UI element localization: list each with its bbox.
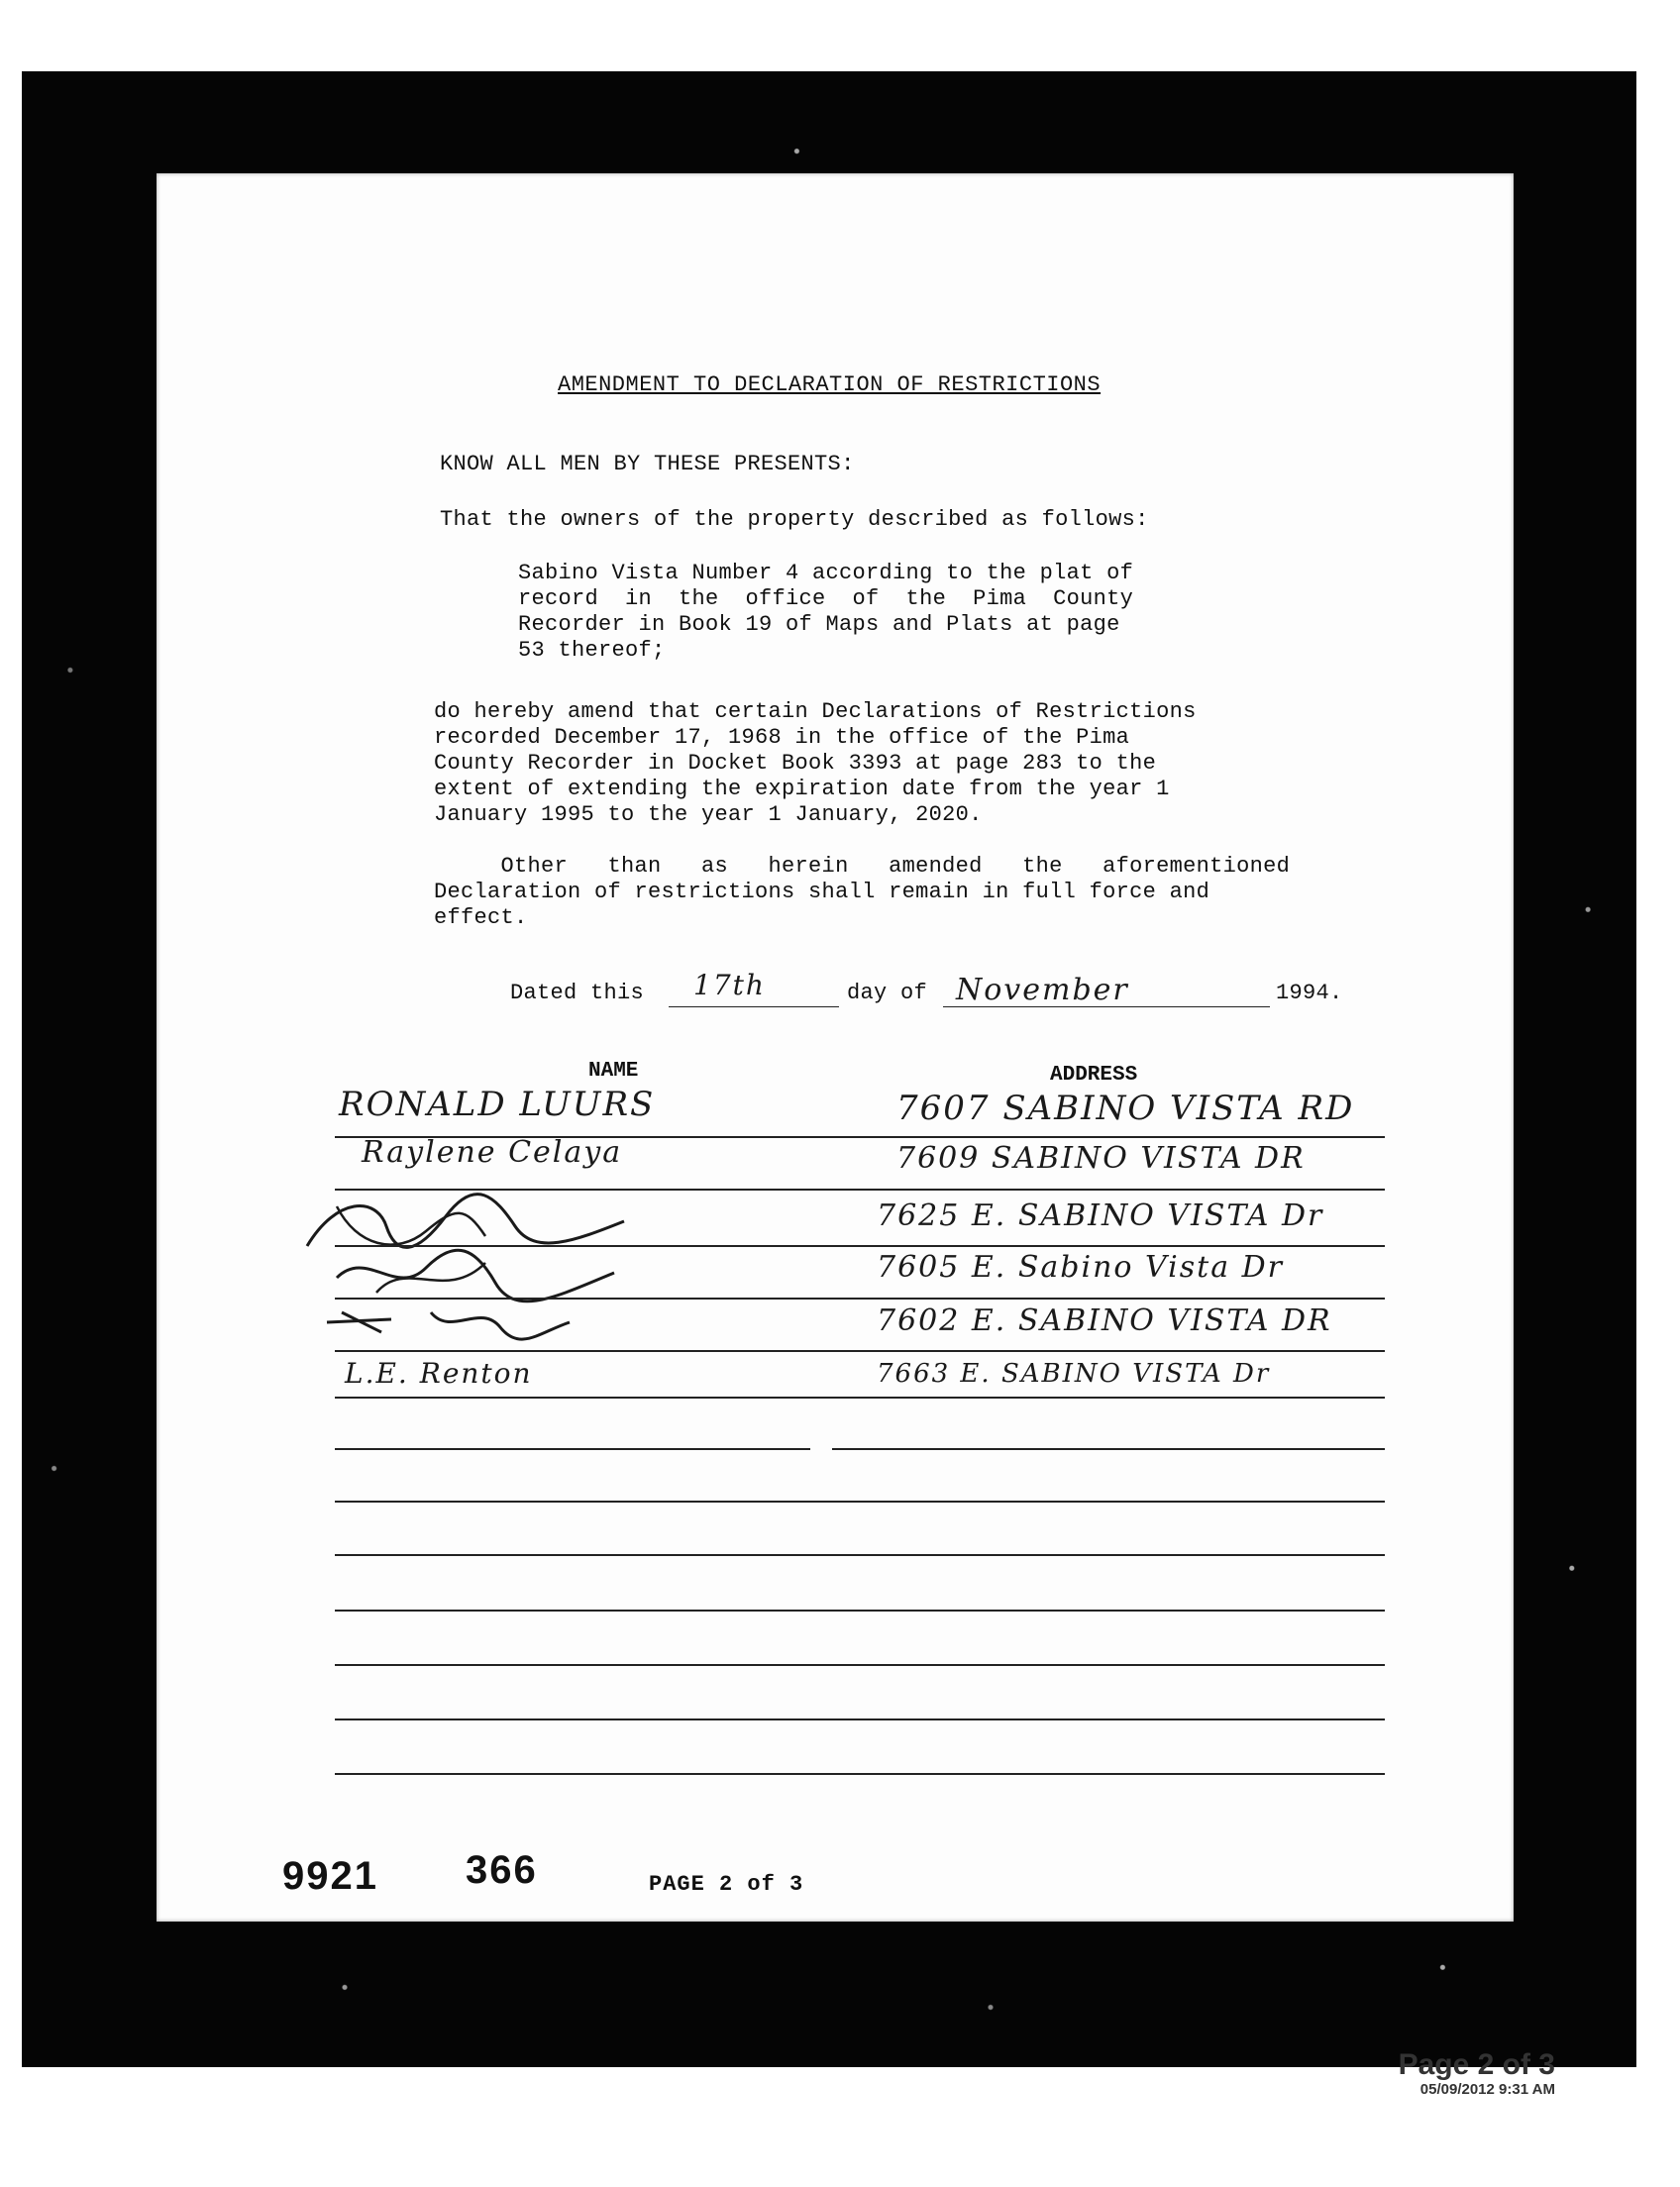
footer-timestamp: 05/09/2012 9:31 AM <box>1419 2081 1555 2098</box>
signature-rule <box>335 1397 1385 1399</box>
record-page: 366 <box>466 1848 538 1892</box>
page-label: PAGE 2 of 3 <box>649 1872 804 1897</box>
other-line: Declaration of restrictions shall remain in full force and <box>434 880 1210 904</box>
signer-address: 7609 SABINO VISTA DR <box>896 1141 1306 1176</box>
signer-name: RONALD LUURS <box>339 1085 656 1124</box>
signer-name: L.E. Renton <box>345 1357 533 1390</box>
amend-line: do hereby amend that certain Declarations of Restrictions <box>434 699 1197 724</box>
column-header-name: NAME <box>588 1060 639 1083</box>
signer-address: 7625 E. SABINO VISTA Dr <box>877 1198 1324 1233</box>
blank-address-rule <box>832 1448 1385 1450</box>
intro-text: KNOW ALL MEN BY THESE PRESENTS: <box>440 452 855 476</box>
amend-line: extent of extending the expiration date from the year 1 <box>434 777 1170 801</box>
blank-rule <box>335 1718 1385 1720</box>
blank-rule <box>335 1610 1385 1612</box>
amend-line: recorded December 17, 1968 in the office of the Pima <box>434 725 1130 750</box>
property-line: 53 thereof; <box>518 638 666 663</box>
dated-middle: day of <box>847 981 928 1005</box>
document-page <box>157 173 1514 1922</box>
dated-prefix: Dated this <box>510 981 645 1005</box>
amend-line: County Recorder in Docket Book 3393 at page 283 to the <box>434 751 1157 776</box>
record-number: 9921 <box>282 1854 378 1898</box>
signature-scribble <box>322 1298 579 1347</box>
blank-rule <box>335 1773 1385 1775</box>
amend-line: January 1995 to the year 1 January, 2020. <box>434 802 983 827</box>
dated-year: 1994. <box>1276 981 1343 1005</box>
blank-name-rule <box>335 1448 810 1450</box>
day-rule <box>669 1006 839 1007</box>
other-line: effect. <box>434 905 528 930</box>
blank-rule <box>335 1664 1385 1666</box>
property-line: Recorder in Book 19 of Maps and Plats at page <box>518 612 1120 637</box>
signer-address: 7663 E. SABINO VISTA Dr <box>877 1359 1271 1389</box>
property-line: Sabino Vista Number 4 according to the plat of <box>518 561 1134 585</box>
other-line: Other than as herein amended the aforementioned <box>434 854 1291 879</box>
dated-day: 17th <box>693 969 766 1001</box>
signer-address: 7605 E. Sabino Vista Dr <box>877 1250 1285 1285</box>
signer-address: 7602 E. SABINO VISTA DR <box>877 1303 1332 1338</box>
column-header-address: ADDRESS <box>1050 1064 1138 1087</box>
blank-rule <box>335 1554 1385 1556</box>
footer-page: Page 2 of 3 <box>1398 2048 1555 2081</box>
blank-rule <box>335 1501 1385 1503</box>
document-title: AMENDMENT TO DECLARATION OF RESTRICTIONS <box>558 372 1102 397</box>
signature-rule <box>335 1350 1385 1352</box>
signer-name: Raylene Celaya <box>362 1135 623 1170</box>
signer-address: 7607 SABINO VISTA RD <box>896 1089 1355 1128</box>
dated-month: November <box>956 973 1129 1007</box>
property-line: record in the office of the Pima County <box>518 586 1134 611</box>
owners-line: That the owners of the property described as follows: <box>440 507 1149 532</box>
